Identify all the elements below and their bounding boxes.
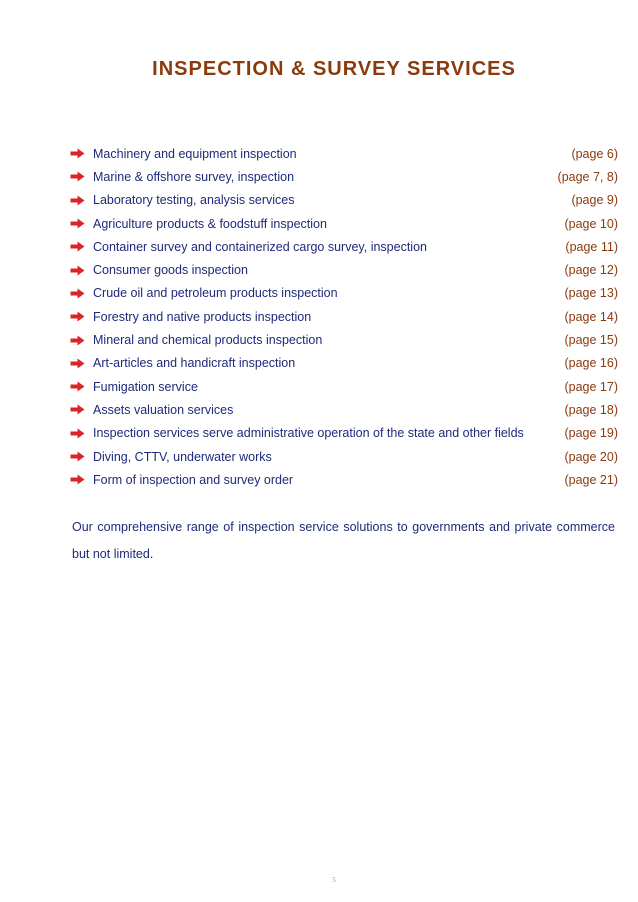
arrow-right-icon [70,335,85,346]
list-item [70,398,618,421]
list-item [70,258,618,281]
arrow-right-icon [70,288,85,299]
list-item-label: Inspection services serve administrative operation of the state and other fields [93,426,524,441]
page-reference: (page 7, 8) [557,169,618,184]
list-item-label: Mineral and chemical products inspection [93,333,323,348]
arrow-right-icon [70,241,85,252]
list-item-label: Assets valuation services [93,402,234,417]
arrow-right-icon [70,195,85,206]
page-reference: (page 6) [571,146,618,161]
page-reference: (page 18) [564,402,618,417]
arrow-right-icon [70,311,85,322]
page-title: INSPECTION & SURVEY SERVICES [152,58,516,80]
list-item [70,282,618,305]
intro-paragraph: Our comprehensive range of inspection service solutions to governments and private commerce but not limited. [72,520,615,561]
list-item [70,328,618,351]
list-item-label: Fumigation service [93,379,198,394]
list-item [70,142,618,165]
arrow-right-icon [70,404,85,415]
list-item-label: Form of inspection and survey order [93,472,294,487]
list-item [70,305,618,328]
page-reference: (page 21) [564,472,618,487]
page-reference: (page 16) [564,356,618,371]
page-reference: (page 9) [571,193,618,208]
list-item [70,212,618,235]
arrow-right-icon [70,218,85,229]
page-reference: (page 14) [564,309,618,324]
page-number: 5 [332,876,336,884]
page-reference: (page 15) [564,333,618,348]
page-reference: (page 12) [564,263,618,278]
page-reference: (page 17) [564,379,618,394]
list-item [70,422,618,445]
arrow-right-icon [70,171,85,182]
arrow-right-icon [70,474,85,485]
arrow-right-icon [70,428,85,439]
arrow-right-icon [70,148,85,159]
list-item-label: Machinery and equipment inspection [93,146,297,161]
list-item [70,165,618,188]
list-item-label: Marine & offshore survey, inspection [93,169,295,184]
page-reference: (page 10) [564,216,618,231]
list-item-label: Forestry and native products inspection [93,309,312,324]
list-item-label: Art-articles and handicraft inspection [93,356,296,371]
arrow-right-icon [70,265,85,276]
list-item [70,445,618,468]
page-reference: (page 11) [565,239,618,254]
arrow-right-icon [70,451,85,462]
list-item [70,189,618,212]
page-reference: (page 13) [564,286,618,301]
list-item-label: Diving, CTTV, underwater works [93,449,272,464]
list-item [70,468,618,491]
list-item [70,235,618,258]
list-item [70,352,618,375]
arrow-right-icon [70,381,85,392]
list-item-label: Agriculture products & foodstuff inspection [93,216,327,231]
list-item-label: Laboratory testing, analysis services [93,193,295,208]
page-reference: (page 19) [564,426,618,441]
list-item [70,375,618,398]
list-item-label: Crude oil and petroleum products inspection [93,286,338,301]
arrow-right-icon [70,358,85,369]
list-item-label: Consumer goods inspection [93,263,248,278]
list-item-label: Container survey and containerized cargo survey, inspection [93,239,427,254]
services-list [70,142,618,491]
page-reference: (page 20) [564,449,618,464]
